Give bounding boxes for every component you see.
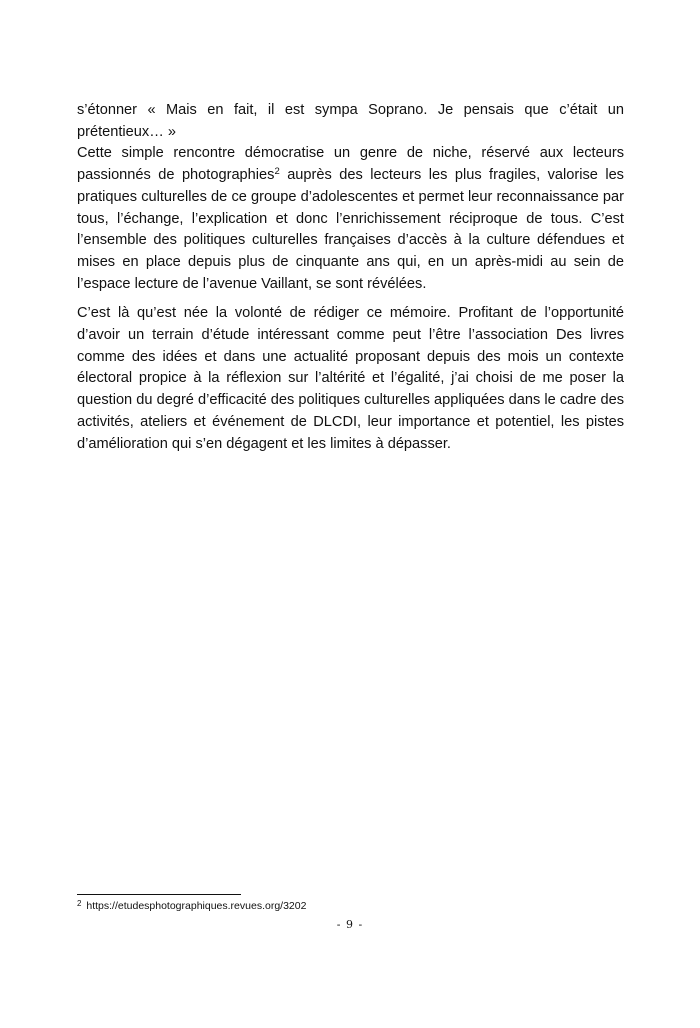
footnote [77, 899, 617, 913]
paragraph-3 [77, 303, 624, 455]
footnote-separator [77, 894, 241, 895]
body-text [77, 100, 624, 455]
footnote-link[interactable]: https://etudesphotographiques.revues.org/3202 [83, 900, 307, 912]
paragraph-2 [77, 143, 624, 295]
footnote-number: 2 [77, 899, 82, 908]
page-number: - 9 - [336, 918, 364, 931]
paragraph-1 [77, 100, 624, 143]
paragraph-2-text-after-note: auprès des lecteurs les plus fragiles, valorise les pratiques culturelles de ce groupe d’adolescentes et permet leur reconnaissance par tous, l’échange, l’explication et donc l’enrichissement réciproque de tous. C’est l’ensemble des politiques culturelles françaises d’accès à la culture défendues et mises en place depuis plus de cinquante ans qui, en un après-midi au sein de l’espace lecture de l’avenue Vaillant, se sont révélées. [77, 167, 624, 292]
paragraph-1-text: s’étonner « Mais en fait, il est sympa Soprano. Je pensais que c’était un prétentieux… » [77, 102, 624, 140]
paragraph-3-text: C’est là qu’est née la volonté de rédiger ce mémoire. Profitant de l’opportunité d’avoir un terrain d’étude intéressant comme peut l’être l’association Des livres comme des idées et dans une actualité proposant depuis des mois un contexte électoral propice à la réflexion sur l’altérité et l’égalité, j’ai choisi de me poser la question du degré d’efficacité des politiques culturelles appliquées dans le cadre des activités, ateliers et événement de DLCDI, leur importance et potentiel, les pistes d’amélioration qui s’en dégagent et les limites à dépasser. [77, 305, 624, 452]
paragraph-2-text-before-note: Cette simple rencontre démocratise un genre de niche, réservé aux lecteurs passionnés de photographies [77, 145, 624, 184]
footnote-reference[interactable]: 2 [274, 166, 280, 178]
